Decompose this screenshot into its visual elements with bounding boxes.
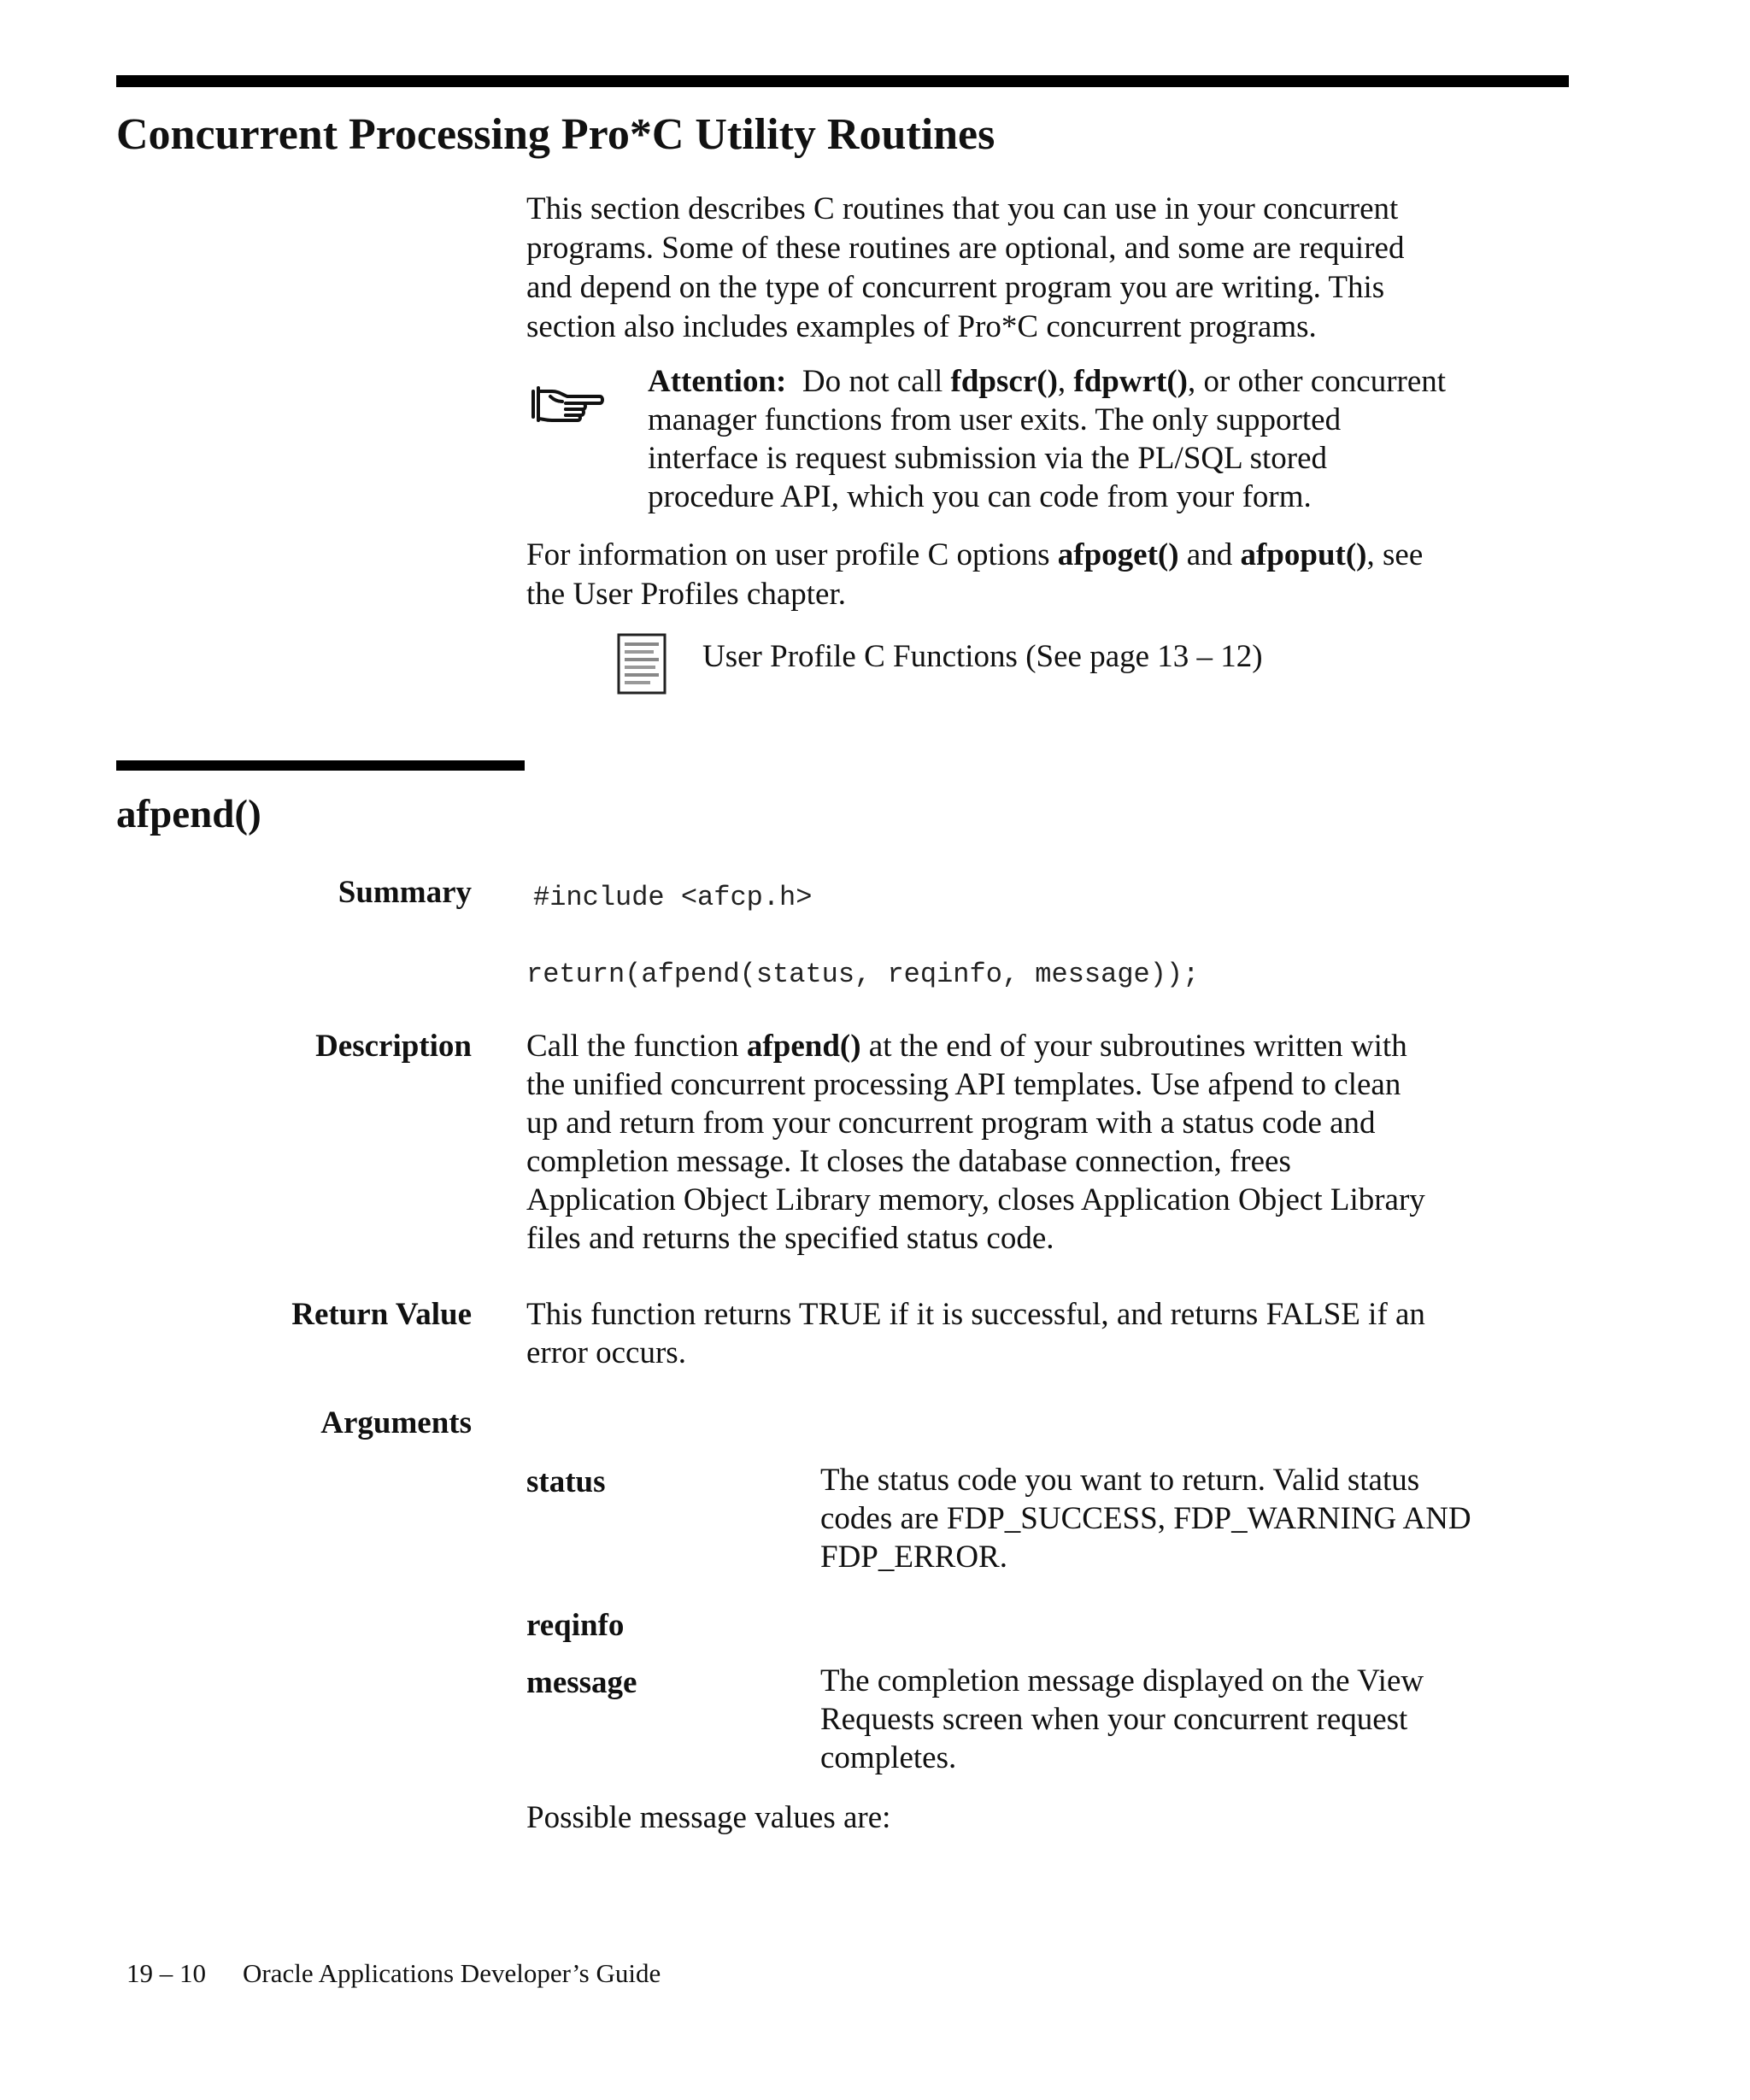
routine-heading: afpend() (116, 792, 261, 836)
document-icon (616, 632, 667, 695)
description-line-3: up and return from your concurrent program with a status code and (526, 1106, 1376, 1141)
argument-desc-status-3: FDP_ERROR. (820, 1540, 1007, 1575)
page-footer (126, 1956, 661, 1991)
profile-func-afpoput: afpoput() (1240, 537, 1367, 572)
profile-note-text-a: For information on user profile C options (526, 537, 1058, 572)
top-rule (116, 75, 1569, 87)
description-label: Description (315, 1029, 472, 1064)
profile-note-line-1 (526, 536, 1423, 575)
intro-line-1: This section describes C routines that you can use in your concurrent (526, 191, 1399, 226)
attention-separator: , (1057, 364, 1074, 399)
attention-func-fdpwrt: fdpwrt() (1073, 364, 1188, 399)
attention-label: Attention: (648, 364, 787, 399)
argument-name-reqinfo: reqinfo (526, 1608, 625, 1643)
attention-line-1 (648, 362, 1446, 402)
argument-desc-status-2: codes are FDP_SUCCESS, FDP_WARNING AND (820, 1501, 1471, 1536)
description-text-b: at the end of your subroutines written with (860, 1029, 1407, 1064)
description-text-a: Call the function (526, 1029, 747, 1064)
intro-line-3: and depend on the type of concurrent program you are writing. This (526, 270, 1385, 305)
section-rule (116, 760, 525, 771)
attention-func-fdpscr: fdpscr() (950, 364, 1058, 399)
profile-func-afpoget: afpoget() (1057, 537, 1179, 572)
return-value-label: Return Value (291, 1297, 472, 1332)
profile-note-line-2: the User Profiles chapter. (526, 577, 846, 612)
return-value-line-2: error occurs. (526, 1335, 686, 1370)
attention-line-3: interface is request submission via the PL/SQL stored (648, 441, 1328, 476)
description-line-4: completion message. It closes the database connection, frees (526, 1144, 1291, 1179)
description-line-2: the unified concurrent processing API templates. Use afpend to clean (526, 1067, 1401, 1102)
page-title: Concurrent Processing Pro*C Utility Routines (116, 110, 995, 159)
closing-text: Possible message values are: (526, 1800, 891, 1835)
description-line-1 (526, 1027, 1407, 1066)
pointing-hand-icon (528, 381, 607, 425)
attention-line-4: procedure API, which you can code from your form. (648, 479, 1312, 514)
summary-code-include: #include <afcp.h> (533, 882, 813, 913)
footer-book-title: Oracle Applications Developer’s Guide (243, 1958, 661, 1988)
description-line-6: files and returns the specified status code. (526, 1221, 1054, 1256)
summary-code-return: return(afpend(status, reqinfo, message)); (526, 959, 1200, 990)
description-line-5: Application Object Library memory, closes Application Object Library (526, 1182, 1425, 1217)
return-value-line-1: This function returns TRUE if it is successful, and returns FALSE if an (526, 1297, 1425, 1332)
argument-desc-message-1: The completion message displayed on the View (820, 1663, 1424, 1698)
argument-name-status: status (526, 1464, 606, 1499)
argument-desc-status-1: The status code you want to return. Valid status (820, 1463, 1420, 1498)
intro-line-4: section also includes examples of Pro*C concurrent programs. (526, 309, 1317, 344)
description-func-afpend: afpend() (746, 1029, 861, 1064)
cross-reference-link[interactable]: User Profile C Functions (See page 13 – 12) (702, 639, 1263, 674)
argument-name-message: message (526, 1665, 637, 1700)
attention-text-a: Do not call (802, 364, 951, 399)
argument-desc-message-3: completes. (820, 1740, 957, 1775)
intro-line-2: programs. Some of these routines are optional, and some are required (526, 231, 1405, 266)
footer-page-number: 19 – 10 (126, 1958, 206, 1988)
summary-label: Summary (338, 875, 472, 910)
profile-note-text-c: , see (1366, 537, 1424, 572)
attention-text-b: , or other concurrent (1188, 364, 1447, 399)
arguments-label: Arguments (320, 1405, 472, 1440)
profile-note-text-b: and (1178, 537, 1241, 572)
argument-desc-message-2: Requests screen when your concurrent request (820, 1702, 1408, 1737)
attention-line-2: manager functions from user exits. The only supported (648, 402, 1342, 437)
